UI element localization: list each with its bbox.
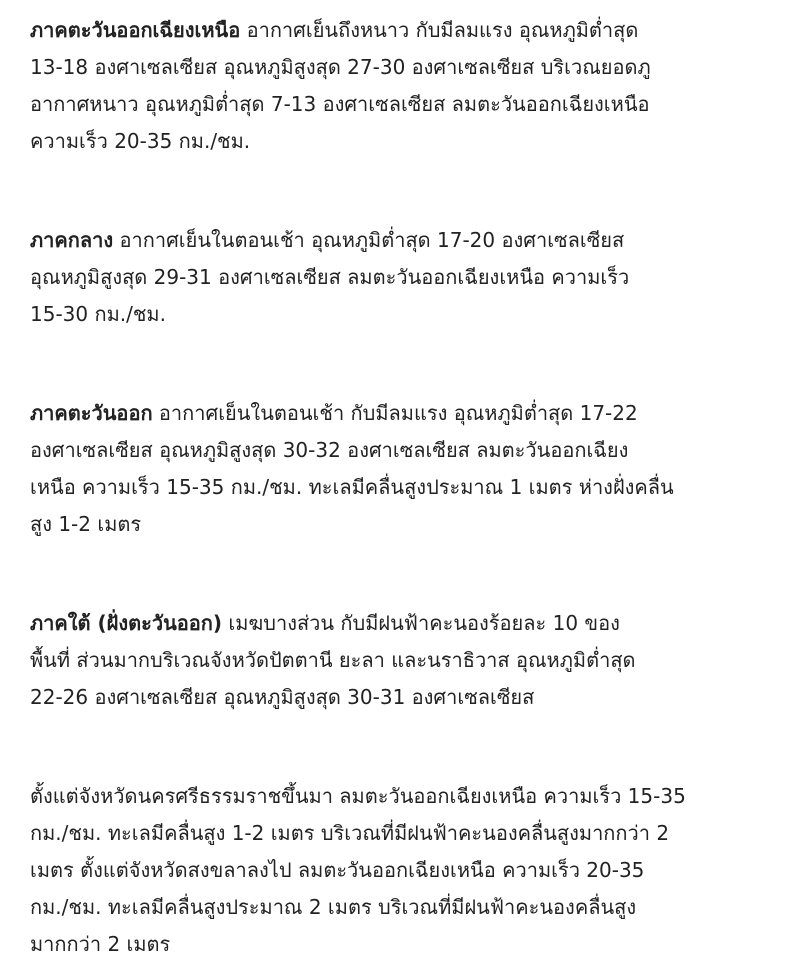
line-text: อากาศเย็นในตอนเช้า กับมีลมแรง อุณหภูมิต่ำสุด 17-22 xyxy=(152,401,638,425)
line-text: เมฆบางส่วน กับมีฝนฟ้าคะนองร้อยละ 10 ของ xyxy=(222,611,620,635)
forecast-south-east-coast xyxy=(30,605,782,716)
text-line: 22-26 องศาเซลเซียส อุณหภูมิสูงสุด 30-31 องศาเซลเซียส xyxy=(30,685,535,709)
text-line: สูง 1-2 เมตร xyxy=(30,512,142,536)
text-line: 13-18 องศาเซลเซียส อุณหภูมิสูงสุด 27-30 องศาเซลเซียส บริเวณยอดภู xyxy=(30,55,651,79)
text-line: มากกว่า 2 เมตร xyxy=(30,932,171,956)
text-line xyxy=(30,12,782,49)
region-name: ภาคกลาง xyxy=(30,228,114,252)
text-line xyxy=(30,222,782,259)
text-line: อุณหภูมิสูงสุด 29-31 องศาเซลเซียส ลมตะวันออกเฉียงเหนือ ความเร็ว xyxy=(30,265,630,289)
text-line: องศาเซลเซียส อุณหภูมิสูงสุด 30-32 องศาเซลเซียส ลมตะวันออกเฉียง xyxy=(30,438,629,462)
region-name: ภาคตะวันออก xyxy=(30,401,153,425)
forecast-document xyxy=(30,12,782,963)
text-line xyxy=(30,605,782,642)
forecast-central xyxy=(30,222,782,333)
line-text: อากาศเย็นถึงหนาว กับมีลมแรง อุณหภูมิต่ำสุด xyxy=(240,18,639,42)
text-line: กม./ชม. ทะเลมีคลื่นสูง 1-2 เมตร บริเวณที่มีฝนฟ้าคะนองคลื่นสูงมากกว่า 2 xyxy=(30,821,670,845)
text-line: กม./ชม. ทะเลมีคลื่นสูงประมาณ 2 เมตร บริเวณที่มีฝนฟ้าคะนองคลื่นสูง xyxy=(30,895,637,919)
text-line: เมตร ตั้งแต่จังหวัดสงขลาลงไป ลมตะวันออกเฉียงเหนือ ความเร็ว 20-35 xyxy=(30,858,645,882)
region-name: ภาคตะวันออกเฉียงเหนือ xyxy=(30,18,241,42)
text-line: 15-30 กม./ชม. xyxy=(30,302,166,326)
region-name: ภาคใต้ (ฝั่งตะวันออก) xyxy=(30,611,223,635)
text-line: เหนือ ความเร็ว 15-35 กม./ชม. ทะเลมีคลื่นสูงประมาณ 1 เมตร ห่างฝั่งคลื่น xyxy=(30,475,674,499)
text-line xyxy=(30,395,782,432)
forecast-northeast xyxy=(30,12,782,160)
line-text: อากาศเย็นในตอนเช้า อุณหภูมิต่ำสุด 17-20 องศาเซลเซียส xyxy=(113,228,625,252)
text-line: ตั้งแต่จังหวัดนครศรีธรรมราชขึ้นมา ลมตะวันออกเฉียงเหนือ ความเร็ว 15-35 xyxy=(30,784,686,808)
text-line: พื้นที่ ส่วนมากบริเวณจังหวัดปัตตานี ยะลา และนราธิวาส อุณหภูมิต่ำสุด xyxy=(30,648,636,672)
forecast-south-marine xyxy=(30,778,782,963)
forecast-east xyxy=(30,395,782,543)
text-line: อากาศหนาว อุณหภูมิต่ำสุด 7-13 องศาเซลเซียส ลมตะวันออกเฉียงเหนือ xyxy=(30,92,650,116)
text-line: ความเร็ว 20-35 กม./ชม. xyxy=(30,129,251,153)
